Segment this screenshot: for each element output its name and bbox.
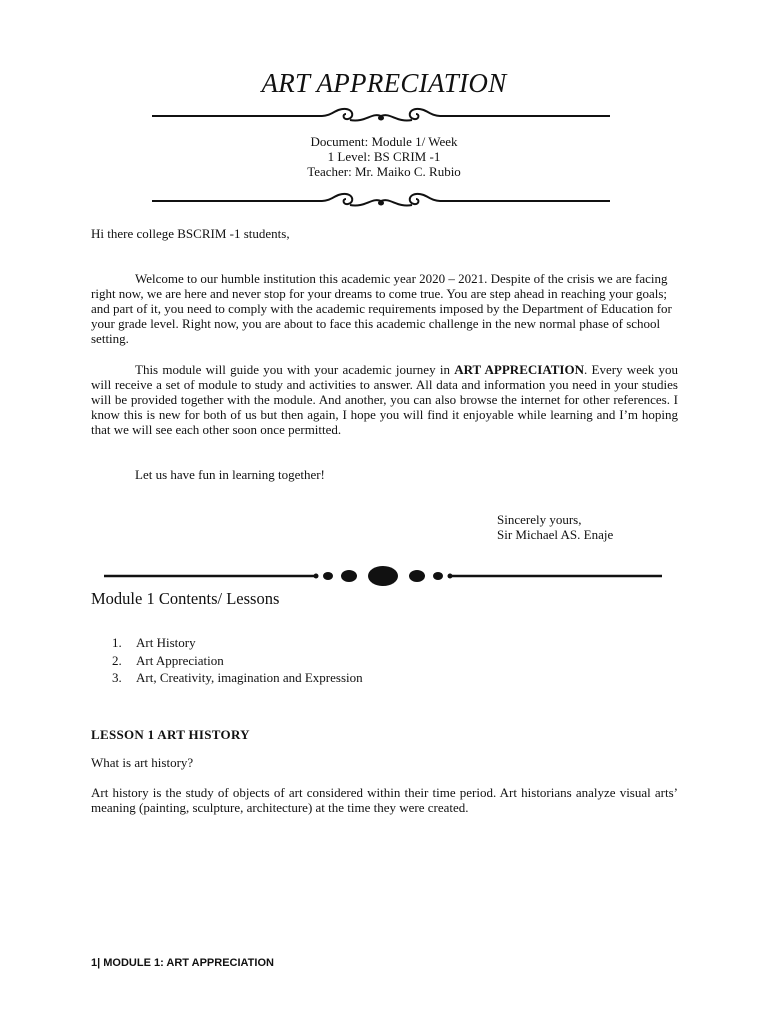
lesson-1-question: What is art history? bbox=[91, 755, 194, 770]
letter-signature-block bbox=[497, 512, 613, 542]
closing-phrase: Sincerely yours, bbox=[497, 512, 582, 527]
list-item: 3. Art, Creativity, imagination and Expression bbox=[112, 670, 363, 685]
contents-list bbox=[112, 634, 363, 687]
document-meta bbox=[0, 134, 768, 179]
para2-text-start: This module will guide you with your academic journey in bbox=[135, 362, 455, 377]
lesson-title: Art History bbox=[136, 635, 196, 650]
letter-paragraph-module bbox=[91, 362, 678, 437]
signature-name: Sir Michael AS. Enaje bbox=[497, 527, 614, 542]
lesson-title: Art Appreciation bbox=[136, 652, 224, 668]
meta-document-line: Document: Module 1/ Week bbox=[310, 134, 458, 149]
para2-text-end: . Every week you will receive a set of module to study and activities to answer. All data and information you need in your studies will be provided together with the module. And another, you can also browse the internet for other references. I know this is new for both of us but then again, I hope you will find it enjoyable while learning and I’m hoping that we will see each other soon once permitted. bbox=[91, 362, 679, 437]
ornamental-divider-middle bbox=[150, 191, 612, 211]
page-footer: 1| MODULE 1: ART APPRECIATION bbox=[91, 957, 274, 969]
ornamental-divider-top bbox=[150, 106, 612, 126]
letter-greeting: Hi there college BSCRIM -1 students, bbox=[91, 226, 290, 241]
lesson-1-heading: LESSON 1 ART HISTORY bbox=[91, 727, 250, 742]
list-item: 2. Art Appreciation bbox=[112, 652, 224, 668]
letter-paragraph-welcome: Welcome to our humble institution this academic year 2020 – 2021. Despite of the crisis we are facing right now, we are here and never stop for your dreams to come true. You are step ahead in reaching your goals; and part of it, you need to comply with the academic requirements imposed by the Department of Education for your grade level. Right now, you are about to face this academic challenge in the new normal phase of school setting. bbox=[91, 271, 672, 346]
beaded-divider bbox=[102, 566, 664, 586]
lesson-title: Art, Creativity, imagination and Expression bbox=[136, 670, 363, 685]
meta-teacher-line: Teacher: Mr. Maiko C. Rubio bbox=[307, 164, 461, 179]
contents-heading: Module 1 Contents/ Lessons bbox=[91, 589, 280, 608]
lesson-1-answer: Art history is the study of objects of art considered within their time period. Art historians analyze visual arts’ meaning (painting, sculpture, architecture) at the time they were created. bbox=[91, 785, 678, 815]
letter-paragraph-closing: Let us have fun in learning together! bbox=[135, 467, 325, 482]
document-title: ART APPRECIATION bbox=[261, 68, 507, 98]
list-item: 1. Art History bbox=[112, 635, 196, 650]
meta-level-line: 1 Level: BS CRIM -1 bbox=[327, 149, 441, 164]
course-name: ART APPRECIATION bbox=[454, 362, 584, 377]
